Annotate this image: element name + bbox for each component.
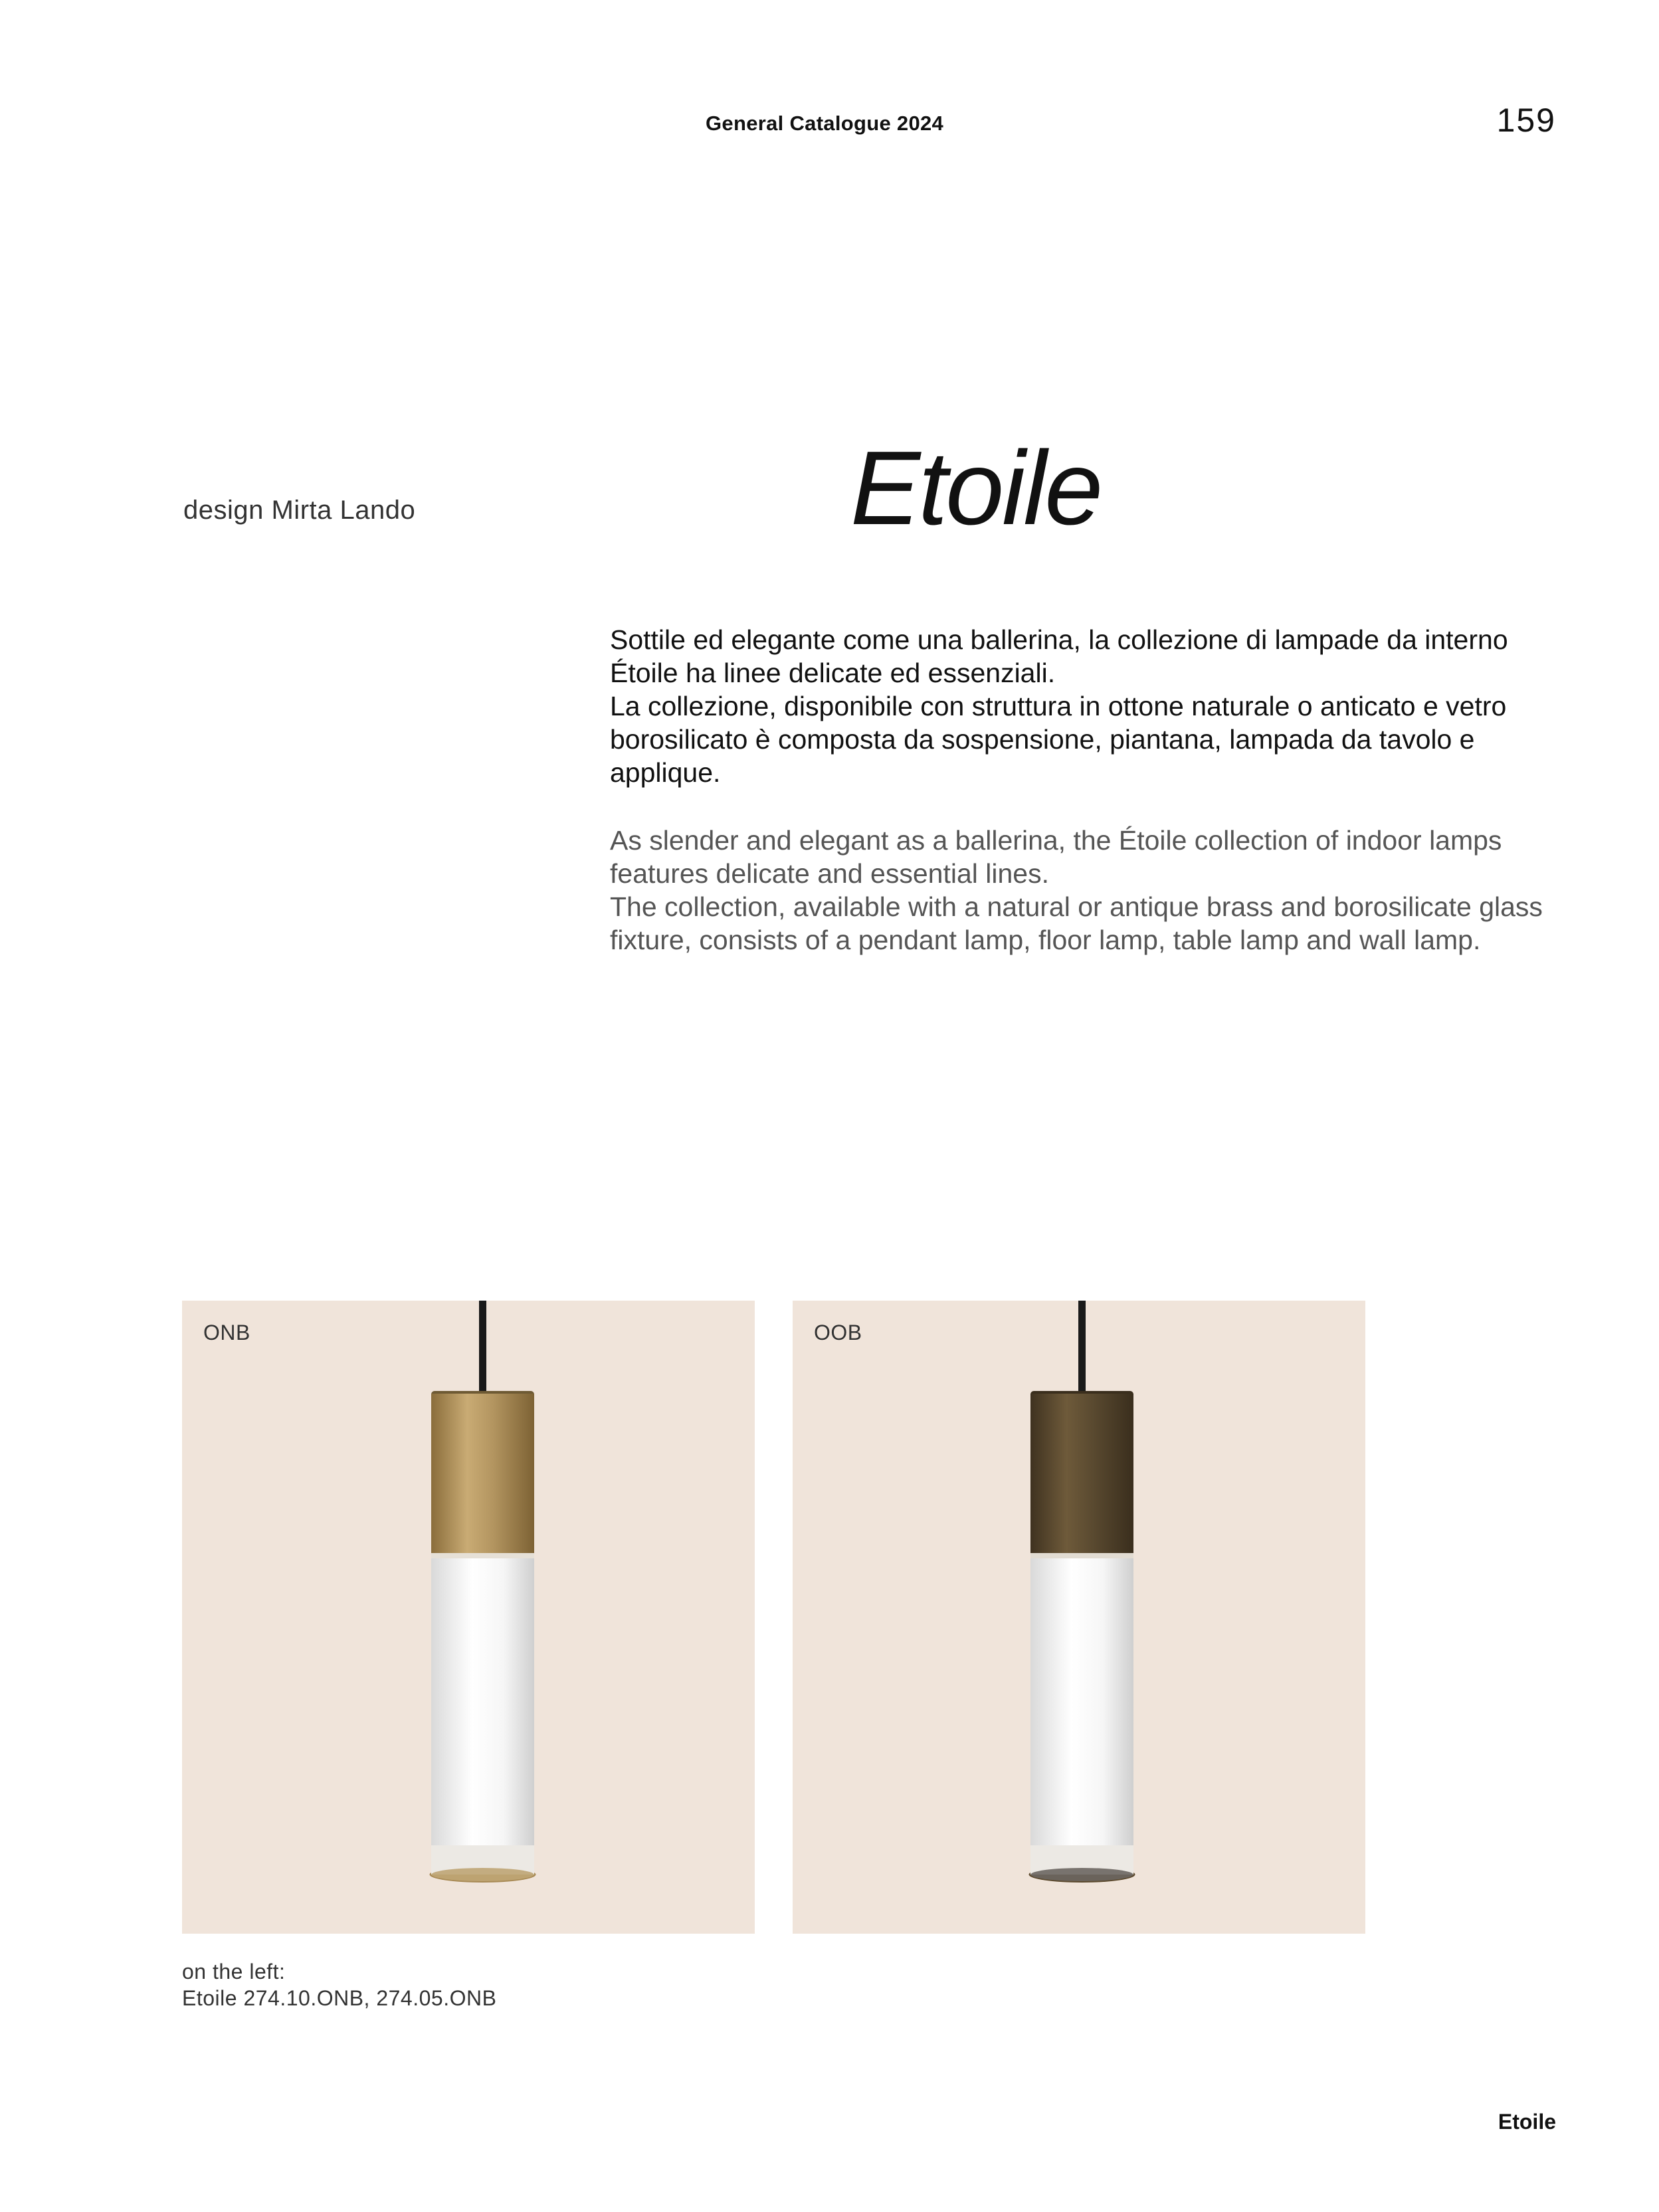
catalogue-title: General Catalogue 2024 [706,112,944,135]
product-title: Etoile [850,430,1102,547]
description-english [610,824,1553,957]
finish-label: ONB [203,1321,250,1344]
finish-label: OOB [814,1321,862,1344]
product-image-onb [182,1301,755,1934]
designer-credit: design Mirta Lando [183,496,416,525]
caption-line: Etoile 274.10.ONB, 274.05.ONB [182,1986,497,2010]
pendant-lamp-natural-brass-illustration [182,1301,755,1934]
caption-line: on the left: [182,1960,286,1983]
product-image-oob [793,1301,1365,1934]
description-en-paragraph: As slender and elegant as a ballerina, the Étoile collection of indoor lamps features delicate and essential lines. [610,825,1502,889]
description-it-paragraph: Sottile ed elegante come una ballerina, la collezione di lampade da interno Étoile ha linee delicate ed essenziali. [610,624,1508,688]
section-footer-label: Etoile [1498,2110,1556,2134]
image-caption [182,1958,496,2011]
description-italian [610,623,1553,789]
page-number: 159 [1496,102,1556,139]
pendant-lamp-antique-brass-illustration [793,1301,1365,1934]
description-en-paragraph: The collection, available with a natural or antique brass and borosilicate glass fixture, consists of a pendant lamp, floor lamp, table lamp and wall lamp. [610,891,1543,955]
description-it-paragraph: La collezione, disponibile con struttura in ottone naturale o anticato e vetro borosilicato è composta da sospensione, piantana, lampada da tavolo e applique. [610,691,1507,788]
